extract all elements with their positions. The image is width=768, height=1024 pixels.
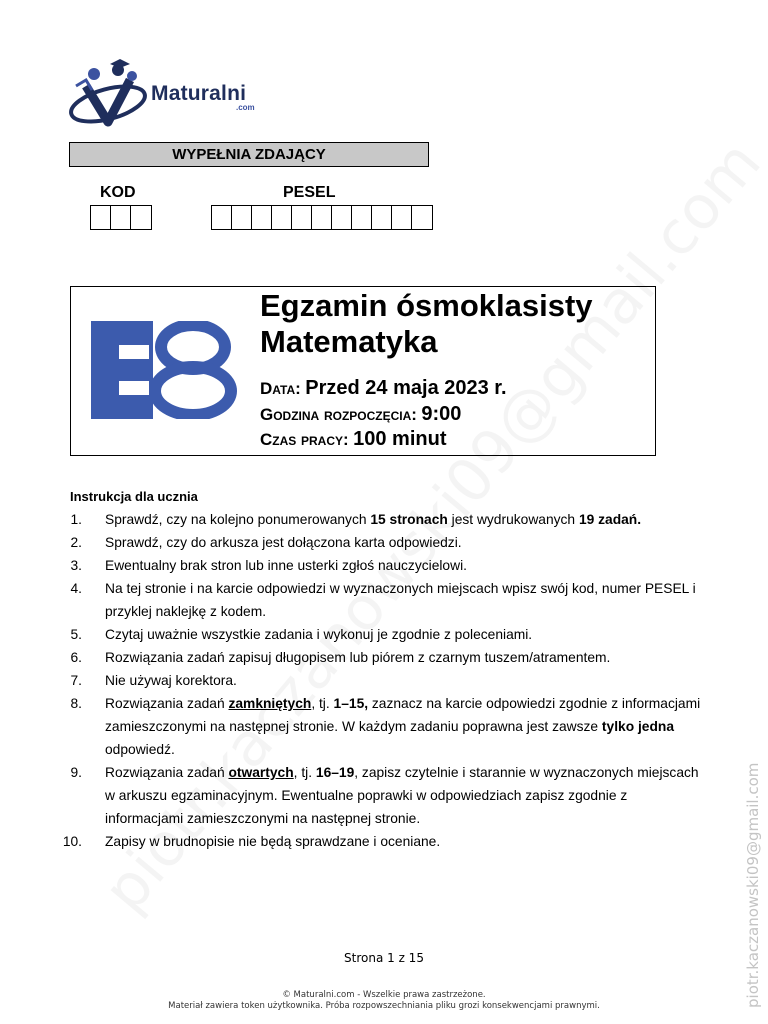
instruction-number: 6.: [70, 650, 82, 665]
start-time-label: Godzina rozpoczęcia:: [260, 405, 417, 424]
logo-suffix: .com: [236, 103, 255, 112]
page-number: Strona 1 z 15: [344, 951, 424, 965]
instruction-number: 2.: [70, 535, 82, 550]
pesel-digit-box[interactable]: [412, 206, 432, 229]
instruction-item: [0, 692, 768, 761]
instruction-number: 7.: [70, 673, 82, 688]
side-watermark: piotr.kaczanowski09@gmail.com: [744, 762, 762, 1008]
pesel-digit-box[interactable]: [332, 206, 352, 229]
instruction-text: Czytaj uważnie wszystkie zadania i wykonuj je zgodnie z poleceniami.: [105, 627, 533, 642]
pesel-digit-box[interactable]: [352, 206, 372, 229]
duration-label: Czas pracy:: [260, 430, 349, 449]
instruction-text: Ewentualny brak stron lub inne usterki zgłoś nauczycielowi.: [105, 558, 467, 573]
instruction-item: [0, 669, 768, 692]
kod-digit-box[interactable]: [131, 206, 151, 229]
kod-digit-box[interactable]: [91, 206, 111, 229]
instruction-text: Sprawdź, czy do arkusza jest dołączona karta odpowiedzi.: [105, 535, 462, 550]
instruction-number: 3.: [70, 558, 82, 573]
instruction-text: Zapisy w brudnopisie nie będą sprawdzane i oceniane.: [105, 834, 441, 849]
instruction-item: [0, 646, 768, 669]
pesel-digit-box[interactable]: [272, 206, 292, 229]
kod-digit-box[interactable]: [111, 206, 131, 229]
exam-duration-line: [260, 428, 446, 451]
logo-name: Maturalni: [151, 82, 247, 105]
instruction-number: 1.: [70, 512, 82, 527]
exam-date-line: [260, 377, 507, 400]
instruction-text: Rozwiązania zadań zamkniętych, tj. 1–15, zaznacz na karcie odpowiedzi zgodnie z informacjami zamieszczonymi na następnej stronie. W każdym zadaniu poprawna jest zawsze tylko jedna odpowiedź.: [105, 696, 701, 757]
exam-time-line: [260, 403, 461, 426]
pesel-boxes[interactable]: [211, 205, 433, 230]
instruction-item: [0, 761, 768, 830]
pesel-digit-box[interactable]: [252, 206, 272, 229]
kod-label: KOD: [100, 184, 136, 201]
token-notice: Materiał zawiera token użytkownika. Próba rozpowszechniania pliku grozi konsekwencjami prawnymi.: [168, 1001, 600, 1011]
fill-section-header: WYPEŁNIA ZDAJĄCY: [69, 142, 429, 167]
instruction-number: 10.: [62, 834, 82, 849]
maturalni-logo: [66, 56, 266, 132]
exam-subject: Matematyka: [260, 324, 438, 359]
pesel-digit-box[interactable]: [232, 206, 252, 229]
duration-value: 100 minut: [353, 428, 447, 450]
exam-title: Egzamin ósmoklasisty: [260, 288, 593, 323]
maturalni-logo-icon: [66, 56, 156, 132]
instruction-text: Na tej stronie i na karcie odpowiedzi w wyznaczonych miejscach wpisz swój kod, numer PESEL i przyklej naklejkę z kodem.: [105, 581, 696, 619]
instruction-text: Nie używaj korektora.: [105, 673, 237, 688]
e8-logo-icon: [91, 321, 239, 419]
pesel-digit-box[interactable]: [372, 206, 392, 229]
instructions-heading: Instrukcja dla ucznia: [70, 489, 198, 504]
date-value: Przed 24 maja 2023 r.: [305, 377, 507, 399]
instruction-text: Sprawdź, czy na kolejno ponumerowanych 15 stronach jest wydrukowanych 19 zadań.: [105, 512, 642, 527]
pesel-label: PESEL: [283, 184, 336, 201]
start-time-value: 9:00: [421, 403, 462, 425]
pesel-digit-box[interactable]: [212, 206, 232, 229]
pesel-digit-box[interactable]: [312, 206, 332, 229]
pesel-digit-box[interactable]: [292, 206, 312, 229]
date-label: Data:: [260, 379, 301, 398]
kod-boxes[interactable]: [90, 205, 152, 230]
pesel-digit-box[interactable]: [392, 206, 412, 229]
instruction-number: 9.: [70, 765, 82, 780]
instruction-number: 4.: [70, 581, 82, 596]
instruction-number: 5.: [70, 627, 82, 642]
copyright-notice: © Maturalni.com - Wszelkie prawa zastrzeżone.: [282, 990, 486, 1000]
instruction-text: Rozwiązania zadań zapisuj długopisem lub piórem z czarnym tuszem/atramentem.: [105, 650, 611, 665]
instruction-number: 8.: [70, 696, 82, 711]
instruction-text: Rozwiązania zadań otwartych, tj. 16–19, zapisz czytelnie i starannie w wyznaczonych miejscach w arkuszu egzaminacyjnym. Ewentualne poprawki w odpowiedziach zapisz zgodnie z informacjami zamieszczonymi na następnej stronie.: [105, 765, 699, 826]
